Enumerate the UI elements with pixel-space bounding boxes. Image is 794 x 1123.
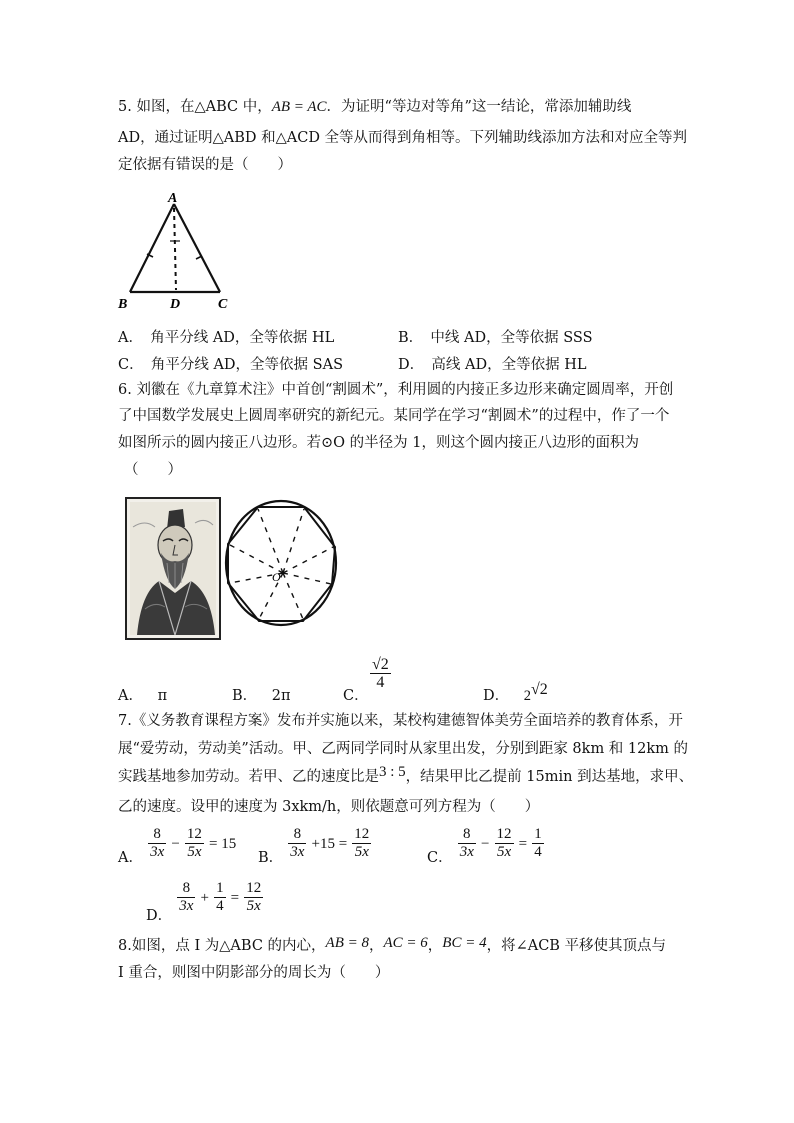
operator: −	[171, 836, 180, 852]
q7-option-d[interactable]	[146, 880, 263, 925]
q8-stem-text: ，将∠ACB 平移使其顶点与	[486, 938, 667, 954]
operator: =	[518, 836, 528, 852]
q8-math-ac: AC = 6	[383, 935, 428, 951]
fraction-denominator: 3x	[150, 844, 165, 860]
q8-stem-text: 8.如图，点 I 为△ABC 的内心，	[118, 938, 326, 954]
q8-stem-line2: I 重合，则图中阴影部分的周长为（ ）	[118, 965, 390, 981]
fraction-numerator: 8	[458, 826, 476, 844]
equation-rhs: = 15	[209, 836, 237, 852]
operator: +15 =	[311, 836, 348, 852]
q5-label-d: D	[170, 297, 181, 312]
q7-stem-line2: 展“爱劳动，劳动美”活动。甲、乙两同学同时从家里出发，分别到距家 8km 和 12km 的	[118, 741, 689, 757]
q6-option-a[interactable]	[118, 684, 167, 705]
fraction-numerator: 12	[496, 826, 512, 842]
fraction-denominator: 3x	[459, 844, 474, 860]
q6-option-c-label[interactable]: C．	[343, 688, 369, 704]
fraction-denominator: 4	[216, 898, 224, 914]
fraction-denominator: 5x	[354, 844, 369, 860]
fraction-denominator: 5x	[246, 898, 261, 914]
q7-stem-line3	[118, 766, 693, 788]
q7-speed-ratio: 3 : 5	[379, 764, 406, 780]
q6-option-c-denominator: 4	[376, 674, 385, 691]
q6-option-d[interactable]	[483, 681, 548, 705]
fraction-denominator: 5x	[496, 844, 512, 860]
q8-math-ab: AB = 8	[325, 935, 369, 951]
fraction-numerator: 12	[186, 826, 202, 842]
q6-option-a-value: π	[157, 688, 168, 704]
q6-stem-line2: 了中国数学发展史上圆周率研究的新纪元。某同学在学习“割圆术”的过程中，作了一个	[118, 408, 670, 424]
q6-option-d-coef: 2	[523, 688, 531, 704]
q6-option-b-label: B．	[232, 688, 258, 704]
fraction-numerator: 1	[216, 880, 224, 896]
fraction-denominator: 4	[534, 844, 542, 860]
fraction-numerator: 1	[534, 826, 542, 842]
q7-option-a-label: A．	[118, 850, 143, 866]
q5-option-a[interactable]: A． 角平分线 AD，全等依据 HL	[118, 330, 335, 346]
fraction-denominator: 5x	[187, 844, 202, 860]
fraction-numerator: 12	[354, 826, 370, 842]
q5-stem-text: ．为证明“等边对等角”这一结论，常添加辅助线	[326, 99, 632, 115]
q7-option-b-label: B．	[258, 850, 284, 866]
liu-hui-portrait-image	[125, 497, 221, 640]
fraction-numerator: 8	[288, 826, 306, 844]
fraction-numerator: 8	[148, 826, 166, 844]
q5-label-c: C	[218, 297, 228, 312]
q6-stem-line4: （ ）	[124, 462, 182, 478]
q6-option-d-label: D．	[483, 688, 510, 704]
separator: ，	[427, 938, 443, 954]
q5-option-c[interactable]: C． 角平分线 AD，全等依据 SAS	[118, 357, 343, 373]
q6-stem-line3: 如图所示的圆内接正八边形。若⊙O 的半径为 1，则这个圆内接正八边形的面积为	[118, 435, 639, 451]
q6-option-c-fraction	[370, 656, 391, 691]
q7-stem-text: 实践基地参加劳动。若甲、乙的速度比是	[118, 769, 379, 785]
q7-option-b[interactable]	[258, 826, 371, 867]
q7-stem-line4: 乙的速度。设甲的速度为 3xkm/h，则依题意可列方程为（ ）	[118, 799, 540, 815]
q5-stem-line3: 定依据有错误的是（ ）	[118, 157, 292, 173]
q5-triangle-figure	[114, 186, 244, 314]
q7-option-a[interactable]	[118, 826, 236, 867]
q7-option-d-label: D．	[146, 908, 173, 924]
q7-stem-line1: 7.《义务教育课程方案》发布并实施以来，某校构建德智体美劳全面培养的教育体系，开	[118, 713, 683, 729]
q5-math-ab-ac: AB = AC	[271, 99, 327, 115]
q6-option-b[interactable]	[232, 684, 291, 705]
q5-option-d[interactable]: D． 高线 AD，全等依据 HL	[398, 357, 587, 373]
q7-option-c-label: C．	[427, 850, 453, 866]
q6-option-b-value: 2π	[271, 688, 291, 704]
q5-label-a: A	[168, 191, 178, 206]
q6-option-d-root: √2	[531, 681, 548, 698]
q6-center-label: O	[272, 570, 281, 584]
operator: −	[480, 836, 490, 852]
operator: +	[200, 890, 209, 906]
q8-math-bc: BC = 4	[442, 935, 487, 951]
q6-option-a-label: A．	[118, 688, 143, 704]
q7-stem-text: ，结果甲比乙提前 15min 到达基地，求甲、	[405, 769, 694, 785]
separator: ，	[368, 938, 384, 954]
q5-stem-text: 5. 如图，在△ABC 中，	[118, 99, 272, 115]
fraction-denominator: 3x	[179, 898, 194, 914]
q5-label-b: B	[118, 297, 128, 312]
q8-stem-line1	[118, 935, 666, 957]
q5-option-b[interactable]: B． 中线 AD，全等依据 SSS	[398, 330, 593, 346]
fraction-numerator: 12	[246, 880, 262, 896]
q5-stem-line2: AD，通过证明△ABD 和△ACD 全等从而得到角相等。下列辅助线添加方法和对应全等判	[118, 130, 688, 146]
q6-stem-line1: 6. 刘徽在《九章算术注》中首创“割圆术”，利用圆的内接正多边形来确定圆周率，开创	[118, 382, 674, 398]
q7-option-c[interactable]	[427, 826, 544, 867]
q6-option-c-numerator: √2	[372, 656, 389, 673]
q5-stem-line1	[118, 96, 631, 118]
operator: =	[230, 890, 240, 906]
fraction-denominator: 3x	[290, 844, 305, 860]
fraction-numerator: 8	[177, 880, 195, 898]
q6-octagon-figure	[223, 497, 341, 629]
